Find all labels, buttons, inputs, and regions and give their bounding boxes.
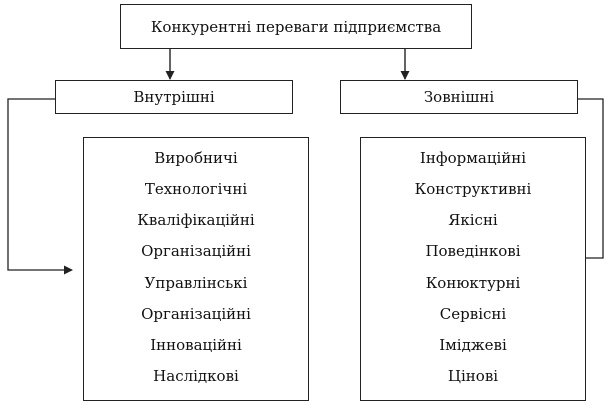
- external-list-box: [360, 137, 586, 401]
- internal-item: Управлінські: [144, 273, 248, 292]
- external-header-label: Зовнішні: [423, 88, 495, 106]
- external-item: Конструктивні: [414, 180, 532, 199]
- internal-item: Інноваційні: [150, 335, 242, 354]
- internal-header-label: Внутрішні: [133, 88, 215, 106]
- root-box: [120, 4, 472, 49]
- arrow-internal-to-list: [8, 99, 72, 270]
- internal-item: Технологічні: [144, 180, 248, 199]
- external-item: Іміджеві: [439, 335, 507, 354]
- external-header-box: [340, 80, 578, 114]
- external-item: Якісні: [448, 211, 498, 230]
- internal-item: Організаційні: [141, 242, 251, 261]
- root-label: Конкурентні переваги підприємства: [150, 17, 442, 36]
- internal-header-box: [55, 80, 293, 114]
- internal-item: Організаційні: [141, 304, 251, 323]
- internal-item: Виробничі: [154, 149, 238, 167]
- external-item: Сервісні: [439, 304, 507, 323]
- internal-list-box: [83, 137, 309, 401]
- external-item: Конюктурні: [425, 273, 521, 292]
- external-item: Інформаційні: [419, 149, 527, 167]
- internal-item: Кваліфікаційні: [137, 211, 255, 230]
- external-item: Поведінкові: [425, 242, 521, 261]
- external-item: Цінові: [447, 366, 499, 385]
- internal-item: Наслідкові: [153, 366, 239, 385]
